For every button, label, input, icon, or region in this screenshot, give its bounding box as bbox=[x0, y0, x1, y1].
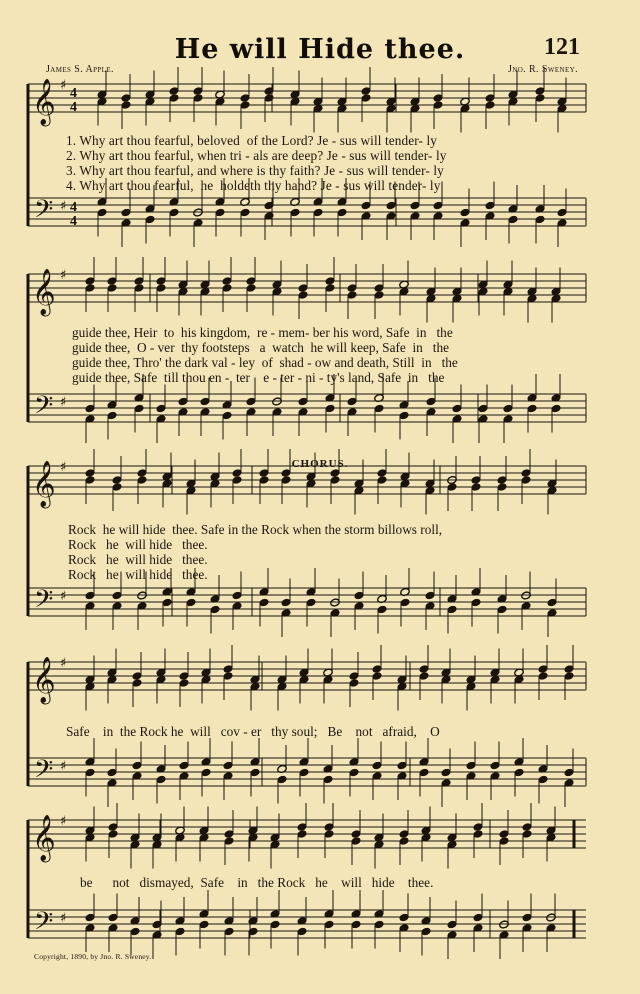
lyricist-credit: James S. Apple. bbox=[46, 64, 114, 75]
sharp-icon: ♯ bbox=[60, 589, 67, 604]
bass-clef-icon: 𝄢 bbox=[34, 907, 54, 942]
time-signature-top: 4 bbox=[70, 86, 77, 101]
sharp-icon: ♯ bbox=[60, 199, 67, 214]
bass-clef-icon: 𝄢 bbox=[34, 585, 54, 620]
page-number: 121 bbox=[544, 34, 580, 60]
treble-clef-icon: 𝄞 bbox=[32, 79, 56, 125]
chorus-line-1-v3: Rock he will hide thee. bbox=[68, 552, 208, 567]
bass-clef-icon: 𝄢 bbox=[34, 755, 54, 790]
sharp-icon: ♯ bbox=[60, 814, 67, 829]
chorus-line-1-v2: Rock he will hide thee. bbox=[68, 537, 208, 552]
hymn-title: He will Hide thee. bbox=[174, 34, 466, 65]
treble-clef-icon: 𝄞 bbox=[32, 657, 56, 703]
time-signature-bottom: 4 bbox=[70, 100, 77, 115]
sharp-icon: ♯ bbox=[60, 911, 67, 926]
verse-4-line-2: guide thee, Safe till thou en - ter e - ter - ni - ty's land, Safe in the bbox=[72, 370, 445, 385]
bass-clef-icon: 𝄢 bbox=[34, 391, 54, 426]
chorus-line-1-v4: Rock he will hide thee. bbox=[68, 567, 208, 582]
verse-1-line-2: guide thee, Heir to his kingdom, re - mem- ber his word, Safe in the bbox=[72, 325, 453, 340]
copyright-notice: Copyright, 1890, by Jno. R. Sweney. bbox=[34, 952, 152, 961]
composer-credit: Jno. R. Sweney. bbox=[507, 64, 578, 75]
verse-1-line-1: 1. Why art thou fearful, beloved of the Lord? Je - sus will tender- ly bbox=[66, 133, 438, 148]
treble-clef-icon: 𝄞 bbox=[32, 815, 56, 861]
sharp-icon: ♯ bbox=[60, 460, 67, 475]
chorus-line-1-v1: Rock he will hide thee. Safe in the Rock when the storm billows roll, bbox=[68, 522, 443, 537]
treble-clef-icon: 𝄞 bbox=[32, 461, 56, 507]
bass-clef-icon: 𝄢 bbox=[34, 195, 54, 230]
chorus-line-3: be not dismayed, Safe in the Rock he will hide thee. bbox=[80, 875, 434, 890]
treble-clef-icon: 𝄞 bbox=[32, 269, 56, 315]
sharp-icon: ♯ bbox=[60, 268, 67, 283]
verse-4-line-1: 4. Why art thou fearful, he holdeth thy hand? Je - sus will tender- ly bbox=[66, 178, 441, 193]
sharp-icon: ♯ bbox=[60, 78, 67, 93]
time-signature-top: 4 bbox=[70, 200, 77, 215]
verse-2-line-1: 2. Why art thou fearful, when tri - als are deep? Je - sus will tender- ly bbox=[66, 148, 447, 163]
chorus-line-2: Safe in the Rock he will cov - er thy soul; Be not afraid, O bbox=[66, 724, 440, 739]
sharp-icon: ♯ bbox=[60, 656, 67, 671]
verse-2-line-2: guide thee, O - ver thy footsteps a watch he will keep, Safe in the bbox=[72, 340, 450, 355]
sharp-icon: ♯ bbox=[60, 395, 67, 410]
sharp-icon: ♯ bbox=[60, 759, 67, 774]
verse-3-line-1: 3. Why art thou fearful, and where is thy faith? Je - sus will tender- ly bbox=[66, 163, 444, 178]
verse-3-line-2: guide thee, Thro' the dark val - ley of shad - ow and death, Still in the bbox=[72, 355, 458, 370]
time-signature-bottom: 4 bbox=[70, 214, 77, 229]
chorus-label: CHORUS. bbox=[291, 458, 349, 470]
